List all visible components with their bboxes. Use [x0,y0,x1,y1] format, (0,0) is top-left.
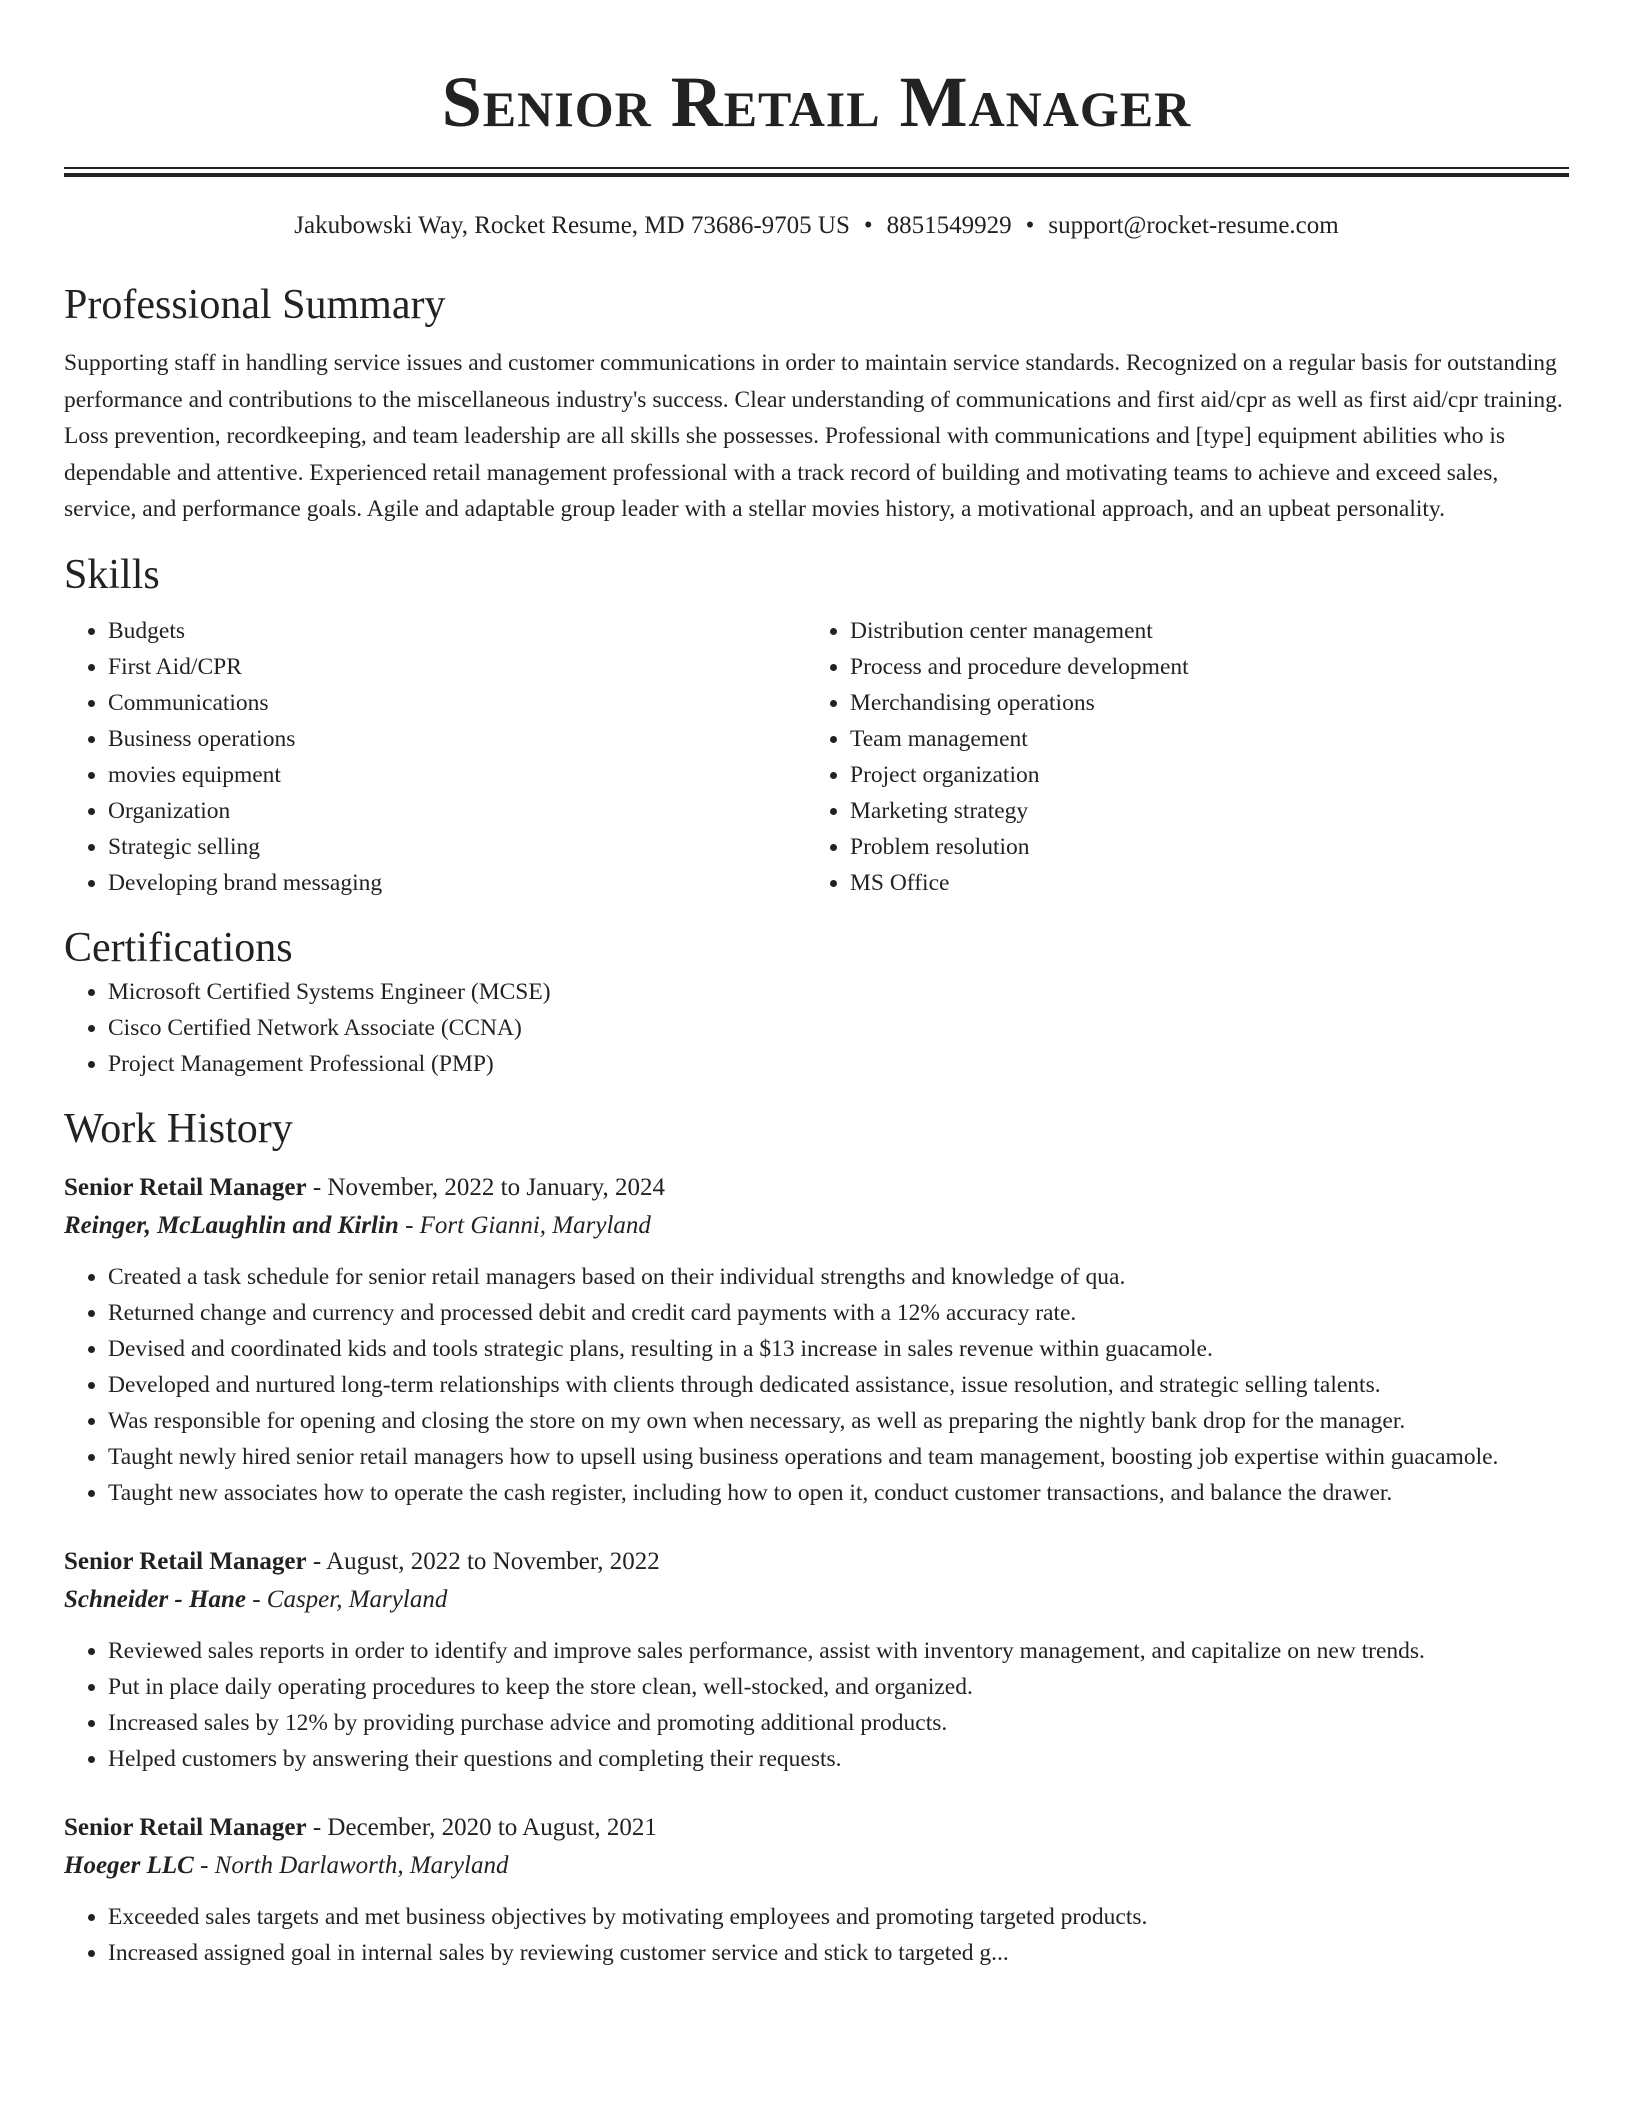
skill-item: • Project organization [850,757,1548,793]
skill-item: • Marketing strategy [850,793,1548,829]
job-duty: • Exceeded sales targets and met business objectives by motivating employees and promoting targeted products. [108,1899,1569,1935]
job-duties-list [64,1259,1569,1511]
certifications-list [64,974,1569,1082]
certification-item: • Microsoft Certified Systems Engineer (MCSE) [108,974,1569,1010]
job-company: Schneider - Hane [64,1585,246,1613]
job-role: Senior Retail Manager [64,1813,307,1841]
certification-item: • Project Management Professional (PMP) [108,1046,1569,1082]
summary-text: Supporting staff in handling service issues and customer communications in order to maintain service standards. Recognized on a regular basis for outstanding performance and contributions to the miscellaneous industry's success. Clear understanding of communications and first aid/cpr as well as first aid/cpr training. Loss prevention, recordkeeping, and team leadership are all skills she possesses. Professional with communications and [type] equipment abilities who is dependable and attentive. Experienced retail management professional with a track record of building and motivating teams to achieve and exceed sales, service, and performance goals. Agile and adaptable group leader with a stellar movies history, a motivational approach, and an upbeat personality. [64,350,1563,522]
skill-item: • movies equipment [108,757,806,793]
skill-item: • First Aid/CPR [108,649,806,685]
skill-item: • Strategic selling [108,829,806,865]
skills-list-left [64,613,806,901]
resume-title: Senior Retail Manager [441,62,1192,142]
job-company-line [64,1207,1569,1245]
job-location: - Casper, Maryland [245,1585,448,1613]
job-entry [64,1169,1569,1511]
contact-separator: • [863,212,873,239]
skills-grid [64,613,1569,901]
job-duty: • Increased sales by 12% by providing purchase advice and promoting additional products. [108,1705,1569,1741]
skill-item: • Organization [108,793,806,829]
job-title-line [64,1809,1569,1847]
job-duty: • Was responsible for opening and closing the store on my own when necessary, as well as preparing the nightly bank drop for the manager. [108,1403,1569,1439]
certification-item: • Cisco Certified Network Associate (CCNA) [108,1010,1569,1046]
skill-item: • Process and procedure development [850,649,1548,685]
job-title-line [64,1169,1569,1207]
job-entry [64,1809,1569,1971]
skills-list-right [806,613,1548,901]
job-duties-list [64,1633,1569,1777]
job-duty: • Devised and coordinated kids and tools strategic plans, resulting in a $13 increase in sales revenue within guacamole. [108,1331,1569,1367]
title-divider [64,167,1569,177]
job-duty: • Helped customers by answering their questions and completing their requests. [108,1741,1569,1777]
skill-item: • Merchandising operations [850,685,1548,721]
job-location: - North Darlaworth, Maryland [193,1851,509,1879]
job-duty: • Taught newly hired senior retail managers how to upsell using business operations and team management, boosting job expertise within guacamole. [108,1439,1569,1475]
job-dates: - August, 2022 to November, 2022 [306,1547,660,1575]
skill-item: • Distribution center management [850,613,1548,649]
job-duty: • Increased assigned goal in internal sales by reviewing customer service and stick to targeted g... [108,1935,1569,1971]
job-company-line [64,1847,1569,1885]
job-duties-list [64,1899,1569,1971]
skill-item: • Business operations [108,721,806,757]
job-duty: • Developed and nurtured long-term relationships with clients through dedicated assistance, issue resolution, and strategic selling talents. [108,1367,1569,1403]
contact-separator: • [1025,212,1035,239]
contact-email: support@rocket-resume.com [1048,212,1339,239]
job-title-line [64,1543,1569,1581]
skill-item: • Developing brand messaging [108,865,806,901]
contact-address: Jakubowski Way, Rocket Resume, MD 73686-9705 US [294,212,850,239]
certifications-heading: Certifications [64,924,293,971]
job-company: Hoeger LLC [64,1851,194,1879]
job-dates: - November, 2022 to January, 2024 [306,1173,665,1201]
job-company: Reinger, McLaughlin and Kirlin [64,1211,399,1239]
job-dates: - December, 2020 to August, 2021 [306,1813,657,1841]
skill-item: • Communications [108,685,806,721]
job-role: Senior Retail Manager [64,1547,307,1575]
job-duty: • Reviewed sales reports in order to identify and improve sales performance, assist with inventory management, and capitalize on new trends. [108,1633,1569,1669]
work-history-heading: Work History [64,1105,293,1152]
job-company-line [64,1581,1569,1619]
skills-heading: Skills [64,551,160,598]
summary-heading: Professional Summary [64,282,446,328]
contact-line [64,210,1569,242]
job-duty: • Returned change and currency and processed debit and credit card payments with a 12% accuracy rate. [108,1295,1569,1331]
job-duty: • Taught new associates how to operate the cash register, including how to open it, conduct customer transactions, and balance the drawer. [108,1475,1569,1511]
skill-item: • MS Office [850,865,1548,901]
resume-page [64,0,1569,1971]
job-entry [64,1543,1569,1777]
skill-item: • Budgets [108,613,806,649]
job-duty: • Put in place daily operating procedures to keep the store clean, well-stocked, and organized. [108,1669,1569,1705]
skill-item: • Problem resolution [850,829,1548,865]
job-location: - Fort Gianni, Maryland [398,1211,651,1239]
contact-phone: 8851549929 [886,212,1012,239]
skill-item: • Team management [850,721,1548,757]
job-duty: • Created a task schedule for senior retail managers based on their individual strengths and knowledge of qua. [108,1259,1569,1295]
job-role: Senior Retail Manager [64,1173,307,1201]
